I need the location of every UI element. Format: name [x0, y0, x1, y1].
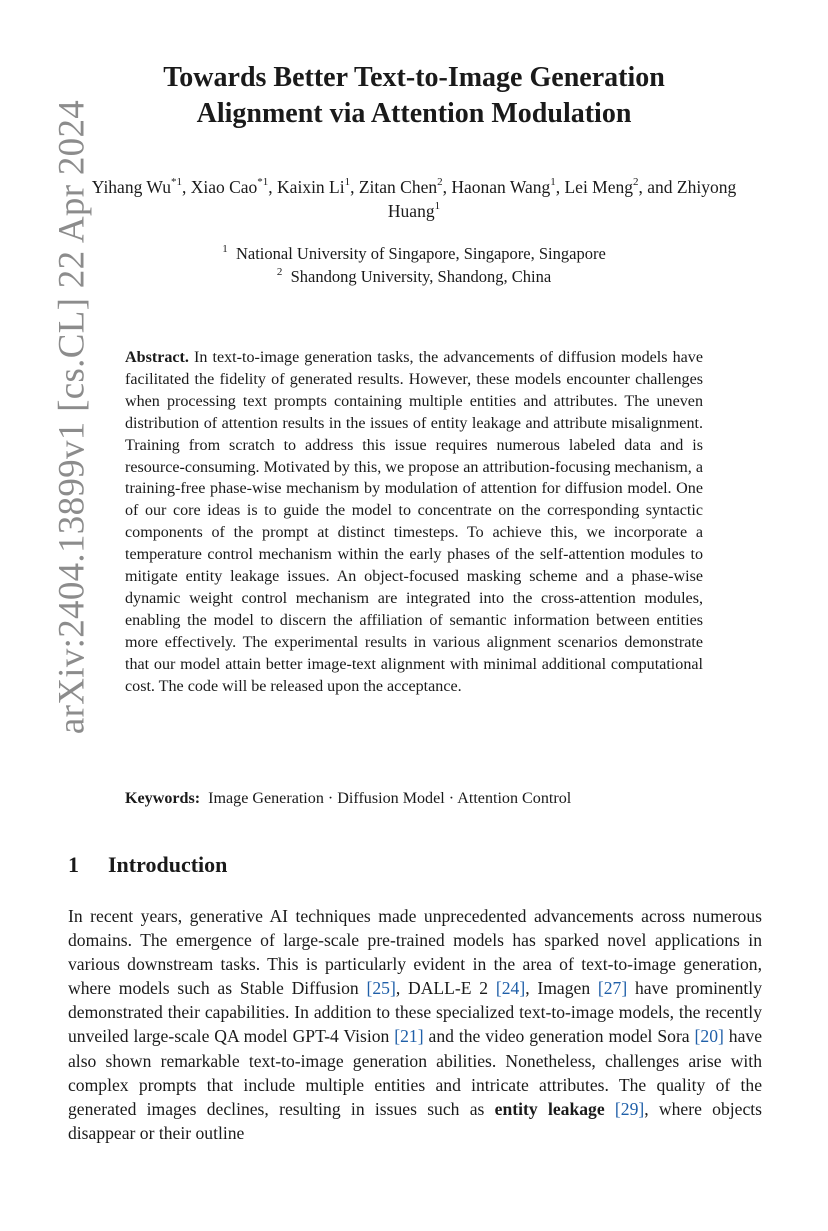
author: Xiao Cao$^{*1}$ [190, 176, 269, 197]
citation-link[interactable]: [20] [694, 1026, 724, 1047]
abstract-label: Abstract. [125, 349, 189, 366]
section-heading [68, 852, 227, 878]
abstract [125, 347, 703, 698]
citation-link[interactable]: [27] [597, 978, 628, 999]
citation-link[interactable]: [21] [394, 1026, 424, 1047]
keywords [125, 788, 703, 810]
author: and Zhiyong Huang$^1$ [387, 177, 737, 221]
section-number: 1 [68, 852, 79, 877]
keywords-label: Keywords: [125, 790, 201, 807]
author: Kaixin Li$^1$ [277, 176, 351, 197]
citation-link[interactable]: [25] [366, 978, 396, 999]
title-line: Alignment via Attention Modulation [196, 98, 632, 129]
author: Lei Meng$^2$ [564, 176, 639, 197]
author-list: Yihang Wu$^{*1}$, Xiao Cao$^{*1}$, Kaixin Li$^1$, Zitan Chen$^2$, Haonan Wang$^1$, Lei Meng$^2$, and Zhiyong Huang$^1$ [91, 176, 737, 221]
title-line: Towards Better Text-to-Image Generation [163, 62, 665, 93]
introduction-paragraph: In recent years, generative AI techniques made unprecedented advancements across numerous domains. The emergence of large-scale pre-trained models has sparked novel applications in various downstream tasks. This is particularly evident in the area of text-to-image generation, where models such as Stable Diffusion [25], DALL-E 2 [24], Imagen [27] have prominently demonstrated their capabilities. In addition to these specialized text-to-image models, the recently unveiled large-scale QA model GPT-4 Vision [21] and the video generation model Sora [20] have also shown remarkable text-to-image generation abilities. Nonetheless, challenges arise with complex prompts that include multiple entities and intricate attributes. The quality of the generated images declines, resulting in issues such as entity leakage [29], where objects disappear or their outline [68, 906, 763, 1143]
abstract-text: In text-to-image generation tasks, the advancements of diffusion models have facilitated the fidelity of generated results. However, these models encounter challenges when processing text prompts containing multiple entities and attributes. The uneven distribution of attention results in the issues of entity leakage and attribute misalignment. Training from scratch to address this issue requires numerous labeled data and is resource-consuming. Motivated by this, we propose an attribution-focusing mechanism, a training-free phase-wise mechanism by modulation of attention for diffusion model. One of our core ideas is to guide the model to concentrate on the corresponding syntactic components of the prompt at distinct timesteps. To achieve this, we incorporate a temperature control mechanism within the early phases of the self-attention modules to mitigate entity leakage issues. An object-focused masking scheme and a phase-wise dynamic weight control mechanism are integrated into the cross-attention modules, enabling the model to discern the affiliation of semantic information between entities more effectively. The experimental results in various alignment scenarios demonstrate that our model attain better image-text alignment with minimal additional computational cost. The code will be released upon the acceptance. [125, 349, 703, 695]
bold-term: entity leakage [494, 1098, 605, 1119]
section-title: Introduction [108, 852, 228, 877]
citation-link[interactable]: [24] [495, 978, 526, 999]
arxiv-identifier: arXiv:2404.13899v1 [cs.CL] 22 Apr 2024 [51, 99, 93, 735]
affiliations [100, 242, 728, 288]
affiliation: $^2$ Shandong University, Shandong, China [276, 265, 552, 286]
author: Zitan Chen$^2$ [358, 176, 443, 197]
citation-link[interactable]: [29] [614, 1098, 645, 1119]
author: Haonan Wang$^1$ [451, 176, 556, 197]
author: Yihang Wu$^{*1}$ [91, 176, 182, 197]
paper-title [100, 60, 728, 132]
keywords-text: Image Generation · Diffusion Model · Attention Control [208, 790, 572, 807]
affiliation: $^1$ National University of Singapore, Singapore, Singapore [222, 242, 606, 263]
